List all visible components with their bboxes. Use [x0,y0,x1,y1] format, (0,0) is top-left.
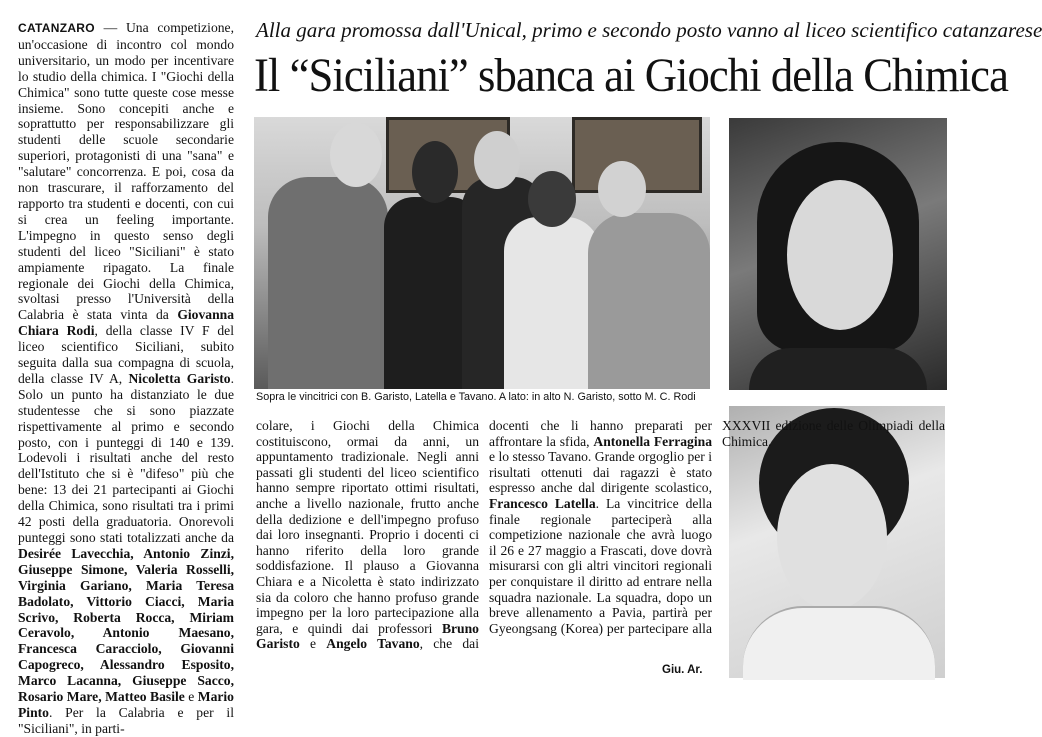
column-1-paragraph-2: , della classe IV F del liceo scientifico Siciliani, subito seguita dalla sua compagna di scuola, della classe IV A, [18,323,234,386]
person-head [330,123,382,187]
face-shape [777,464,887,610]
person-silhouette [588,213,710,389]
photo-caption: Sopra le vincitrici con B. Garisto, Latella e Tavano. A lato: in alto N. Garisto, sotto M. C. Rodi [256,391,696,403]
student-names-list: Desirée Lavecchia, Antonio Zinzi, Giuseppe Simone, Valeria Rosselli, Virginia Gariano, Maria Teresa Badolato, Vittorio Ciacci, Maria Scrivo, Roberta Rocca, Miriam Ceravolo, Antonio Maesano, Francesca Caracciolo, Giovanni Capogreco, Alessandro Esposito, Marco Lacanna, Giuseppe Sacco, Rosario Mare, Matteo Basile [18,545,234,705]
winner-name-2: Nicoletta Garisto [128,370,231,386]
shoulders-shape [743,606,935,680]
column-2-paragraph-2: , che dai docenti che li hanno preparati per affrontare la sfida, [419,418,712,652]
conjunction: e [184,689,198,705]
student-name-last: Mario Pinto [18,689,234,720]
article-kicker: Alla gara promossa dall'Unical, primo e secondo posto vanno al liceo scientifico catanzarese [256,18,1042,42]
professor-name-1: Bruno Garisto [256,620,479,652]
professor-name-2: Angelo Tavano [326,636,420,652]
dateline: CATANZARO [18,21,95,35]
shoulders-shape [749,348,927,390]
winner-name-1: Giovanna Chiara Rodi [18,307,234,339]
column-1-paragraph-3: . Solo un punto ha distanziato le due studentesse che si sono piazzate rispettivamente al primo e secondo posto, con i punteggi di 140 e 139. Lodevoli i risultati anche del resto dell'Istituto che si è "difeso" più che bene: 13 dei 21 partecipanti ai Giochi della Chimica, sono risultati tra i primi 42 posti della graduatoria. Onorevoli punteggi sono stati totalizzati anche da [18,370,235,545]
column-flow [256,418,945,662]
column-1-paragraph-1: — Una competizione, un'occasione di incontro col mondo universitario, un modo per incentivare lo studio della chimica. I "Giochi della Chimica" sono tutte queste cose messe insieme. Sono concepiti anche e soprattutto per responsabilizzare gli studenti delle scuole secondarie superiori, protagonisti di una "sana" e "salutare" concorrenza. E poi, cosa da non trascurare, il rafforzamento del rapporto tra studenti e docenti, con cui si crea un feeling importante. L'impegno in questo senso degli studenti del liceo "Siciliani" è stato ampiamente ripagato. La finale regionale dei Giochi della Chimica, svoltasi presso l'Università della Calabria è stata vinta da [18,20,234,323]
column-2-paragraph-3: e lo stesso Tavano. Grande orgoglio per i risultati ottenuti dai ragazzi è stato espresso anche dal dirigente scolastico, [489,449,712,496]
teacher-name: Antonella Ferragina [593,433,712,449]
person-head [412,141,458,203]
person-head [528,171,576,227]
column-1-paragraph-4: . Per la Calabria e per il "Siciliani", in parti- [18,704,234,736]
column-2-paragraph-1: colare, i Giochi della Chimica costituiscono, ormai da anni, un appuntamento tradizionale. Negli anni passati gli studenti del liceo scientifico hanno sempre riportato ottimi risultati, anche a livello nazionale, frutto anche della dedizione e dell'impegno profuso dai loro insegnanti. Proprio i docenti ci hanno riferito della loro grande soddisfazione. Il plauso a Giovanna Chiara e a Nicoletta è stato indirizzato sia da coloro che hanno profuso grande impegno per la loro partecipazione alla gara, e quindi dai professori [256,418,479,636]
portrait-top-photo [729,118,947,390]
face-shape [787,180,893,330]
person-head [598,161,646,217]
byline: Giu. Ar. [662,664,703,676]
person-silhouette [504,217,600,389]
conjunction: e [299,636,327,652]
article-headline: Il “Siciliani” sbanca ai Giochi della Chimica [254,49,1008,102]
person-head [474,131,520,189]
column-2-paragraph-4: . La vincitrice della finale regionale parteciperà alla competizione nazionale che avrà luogo il 26 e 27 maggio a Frascati, dove dovrà misurarsi con gli altri vincitori regionali per conquistare il diritto ad entrare nella squadra nazionale. La squadra, dopo un breve allenamento a Pavia, partirà per Gyeongsang (Korea) per partecipare alla XXXVII edizione delle Olimpiadi della Chimica. [489,418,945,636]
principal-name: Francesco Latella [489,495,596,511]
person-silhouette [268,177,388,389]
article-column-1 [18,20,235,736]
group-photo [254,117,710,389]
